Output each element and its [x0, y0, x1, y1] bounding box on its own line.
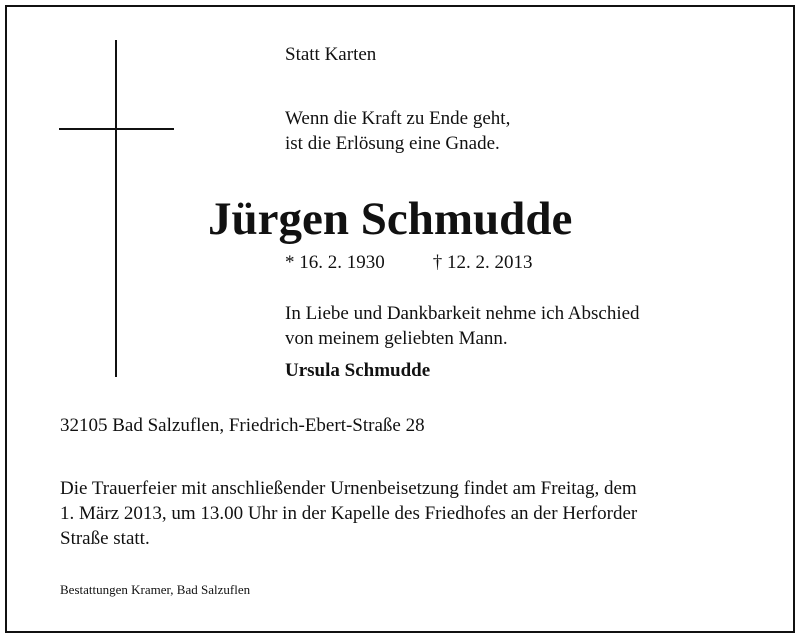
birth-date: * 16. 2. 1930 — [285, 252, 385, 273]
funeral-home: Bestattungen Kramer, Bad Salzuflen — [60, 582, 251, 597]
ceremony-line: Die Trauerfeier mit anschließender Urnenbeisetzung findet am Freitag, dem — [60, 478, 637, 499]
ceremony-line: Straße statt. — [60, 528, 150, 549]
ceremony-info — [60, 476, 780, 551]
quote — [285, 106, 510, 156]
quote-line: Wenn die Kraft zu Ende geht, — [285, 108, 511, 129]
farewell-line: In Liebe und Dankbarkeit nehme ich Abschied — [285, 303, 640, 324]
death-date: † 12. 2. 2013 — [432, 252, 533, 273]
ceremony-line: 1. März 2013, um 13.00 Uhr in der Kapelle des Friedhofes an der Herforder — [60, 503, 638, 524]
cross-icon-vertical — [115, 40, 117, 377]
deceased-name: Jürgen Schmudde — [208, 193, 573, 245]
farewell-line: von meinem geliebten Mann. — [285, 328, 508, 349]
life-dates — [285, 250, 533, 275]
signer-name: Ursula Schmudde — [285, 360, 431, 381]
farewell-text — [285, 301, 640, 351]
address: 32105 Bad Salzuflen, Friedrich-Ebert-Straße 28 — [60, 415, 425, 436]
quote-line: ist die Erlösung eine Gnade. — [285, 133, 500, 154]
heading-statt-karten: Statt Karten — [285, 44, 377, 65]
cross-icon-horizontal — [59, 128, 174, 130]
